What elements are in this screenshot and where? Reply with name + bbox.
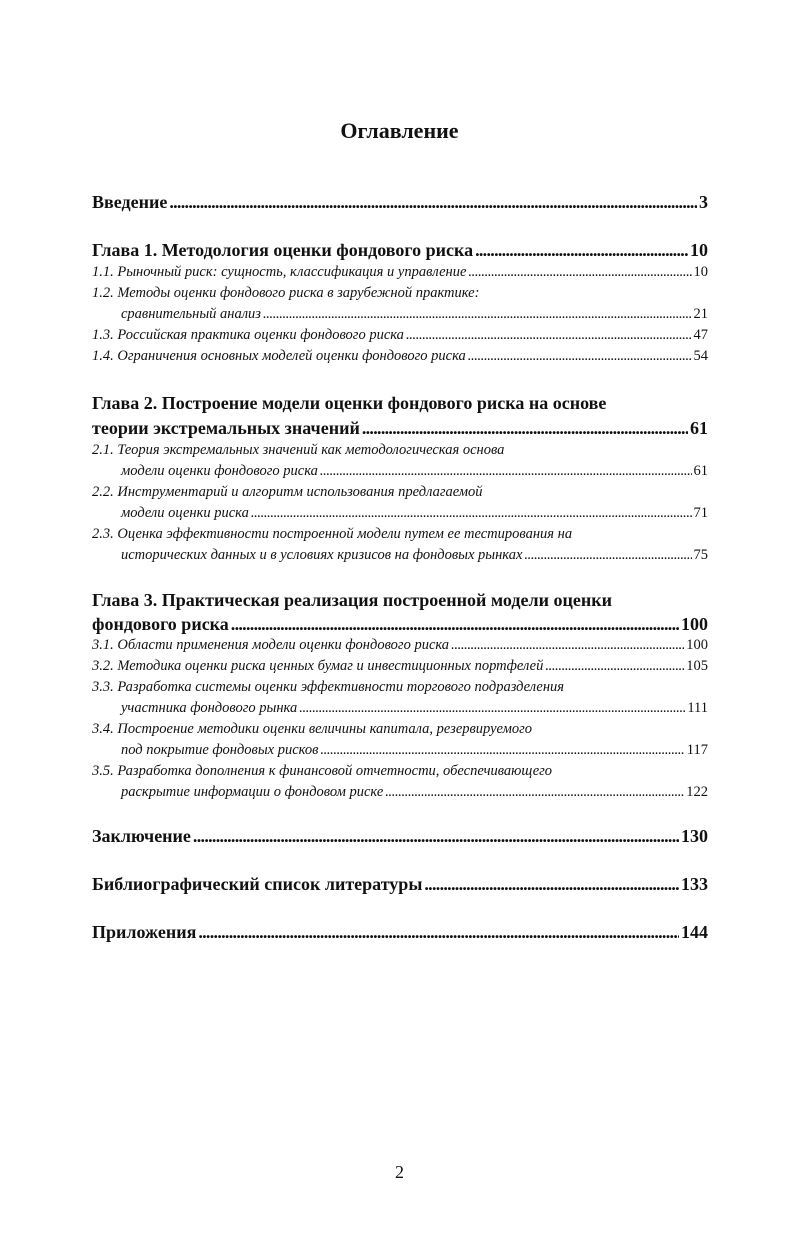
toc-entry-page: 10	[693, 264, 708, 280]
toc-entry-page: 100	[686, 637, 708, 653]
toc-entry-title: теории экстремальных значений	[92, 418, 360, 438]
toc-entry-intro[interactable]	[92, 192, 708, 213]
toc-entry-title: под покрытие фондовых рисков	[121, 742, 319, 758]
toc-entry-title: Заключение	[92, 826, 191, 846]
toc-section-2-3-line2[interactable]	[92, 547, 708, 564]
toc-entry-title: Глава 1. Методология оценки фондового риска	[92, 240, 474, 260]
toc-leader-dots	[468, 264, 691, 281]
toc-section-3-5-line1[interactable]	[92, 763, 708, 780]
toc-section-3-3-line2[interactable]	[92, 700, 708, 717]
toc-leader-dots	[451, 637, 684, 654]
toc-entry-page: 105	[686, 658, 708, 674]
toc-entry-page: 130	[681, 826, 708, 846]
toc-chapter-2-line2[interactable]	[92, 418, 708, 439]
toc-entry-page: 75	[693, 547, 708, 563]
toc-entry-title: 3.3. Разработка системы оценки эффективности торгового подразделения	[92, 679, 565, 695]
toc-leader-dots	[169, 192, 697, 213]
toc-section-1-2-line2[interactable]	[92, 306, 708, 323]
toc-entry-title: 3.1. Области применения модели оценки фондового риска	[92, 637, 450, 653]
toc-entry-title: Введение	[92, 192, 168, 212]
toc-entry-page: 133	[681, 874, 708, 894]
toc-leader-dots	[468, 348, 692, 365]
toc-leader-dots	[406, 327, 692, 344]
toc-leader-dots	[193, 826, 679, 847]
toc-section-2-2-line2[interactable]	[92, 505, 708, 522]
toc-entry-title: 1.1. Рыночный риск: сущность, классификация и управление	[92, 264, 467, 280]
toc-entry-title: исторических данных и в условиях кризисов на фондовых рынках	[121, 547, 523, 563]
toc-entry-title: Глава 3. Практическая реализация построенной модели оценки	[92, 590, 612, 610]
toc-leader-dots	[198, 922, 679, 943]
toc-chapter-3-line2[interactable]	[92, 614, 708, 635]
toc-entry-title: участника фондового рынка	[121, 700, 298, 716]
toc-leader-dots	[320, 742, 684, 759]
toc-chapter-1[interactable]	[92, 240, 708, 261]
toc-entry-title: 2.1. Теория экстремальных значений как методологическая основа	[92, 442, 505, 458]
toc-leader-dots	[545, 658, 684, 675]
toc-entry-title: 3.5. Разработка дополнения к финансовой отчетности, обеспечивающего	[92, 763, 553, 779]
toc-entry-page: 100	[681, 614, 708, 634]
toc-leader-dots	[424, 874, 679, 895]
toc-entry-title: 3.2. Методика оценки риска ценных бумаг и инвестиционных портфелей	[92, 658, 544, 674]
toc-entry-page: 144	[681, 922, 708, 942]
toc-section-2-2-line1[interactable]	[92, 484, 708, 501]
toc-leader-dots	[251, 505, 692, 522]
toc-section-3-5-line2[interactable]	[92, 784, 708, 801]
toc-section-1-4[interactable]	[92, 348, 708, 365]
toc-section-3-3-line1[interactable]	[92, 679, 708, 696]
toc-section-1-1[interactable]	[92, 264, 708, 281]
toc-entry-appendix[interactable]	[92, 922, 708, 943]
toc-section-1-2-line1[interactable]	[92, 285, 708, 302]
toc-section-3-4-line2[interactable]	[92, 742, 708, 759]
toc-entry-title: Глава 2. Построение модели оценки фондового риска на основе	[92, 393, 607, 413]
toc-leader-dots	[524, 547, 691, 564]
toc-entry-page: 10	[690, 240, 708, 260]
toc-chapter-3-line1[interactable]	[92, 590, 708, 611]
toc-entry-page: 61	[690, 418, 708, 438]
toc-entry-page: 21	[693, 306, 708, 322]
toc-entry-title: 1.2. Методы оценки фондового риска в зарубежной практике:	[92, 285, 480, 301]
toc-section-2-3-line1[interactable]	[92, 526, 708, 543]
toc-entry-title: сравнительный анализ	[121, 306, 261, 322]
toc-entry-title: Библиографический список литературы	[92, 874, 423, 894]
toc-section-2-1-line2[interactable]	[92, 463, 708, 480]
toc-entry-title: 2.3. Оценка эффективности построенной модели путем ее тестирования на	[92, 526, 573, 542]
toc-section-1-3[interactable]	[92, 327, 708, 344]
toc-leader-dots	[362, 418, 688, 439]
toc-entry-page: 47	[693, 327, 708, 343]
toc-entry-title: модели оценки фондового риска	[121, 463, 318, 479]
toc-chapter-2-line1[interactable]	[92, 393, 708, 414]
toc-entry-bibliography[interactable]	[92, 874, 708, 895]
toc-entry-page: 3	[699, 192, 708, 212]
toc-entry-conclusion[interactable]	[92, 826, 708, 847]
toc-leader-dots	[299, 700, 685, 717]
toc-entry-page: 117	[686, 742, 708, 758]
toc-entry-title: раскрытие информации о фондовом риске	[121, 784, 384, 800]
toc-section-3-4-line1[interactable]	[92, 721, 708, 738]
toc-entry-title: 1.3. Российская практика оценки фондового риска	[92, 327, 404, 343]
page-number: 2	[395, 1162, 404, 1182]
toc-entry-title: 3.4. Построение методики оценки величины капитала, резервируемого	[92, 721, 533, 737]
toc-entry-page: 111	[687, 700, 708, 716]
toc-entry-page: 71	[693, 505, 708, 521]
toc-entry-title: 2.2. Инструментарий и алгоритм использования предлагаемой	[92, 484, 483, 500]
toc-entry-title: модели оценки риска	[121, 505, 249, 521]
toc-entry-title: фондового риска	[92, 614, 229, 634]
toc-leader-dots	[231, 614, 679, 635]
toc-leader-dots	[263, 306, 692, 323]
toc-leader-dots	[385, 784, 684, 801]
toc-entry-page: 54	[693, 348, 708, 364]
toc-entry-page: 122	[686, 784, 708, 800]
toc-entry-title: Приложения	[92, 922, 197, 942]
toc-leader-dots	[320, 463, 692, 480]
page-title: Оглавление	[340, 118, 459, 143]
toc-entry-page: 61	[693, 463, 708, 479]
toc-section-3-1[interactable]	[92, 637, 708, 654]
toc-section-3-2[interactable]	[92, 658, 708, 675]
toc-section-2-1-line1[interactable]	[92, 442, 708, 459]
toc-entry-title: 1.4. Ограничения основных моделей оценки фондового риска	[92, 348, 466, 364]
toc-leader-dots	[475, 240, 688, 261]
